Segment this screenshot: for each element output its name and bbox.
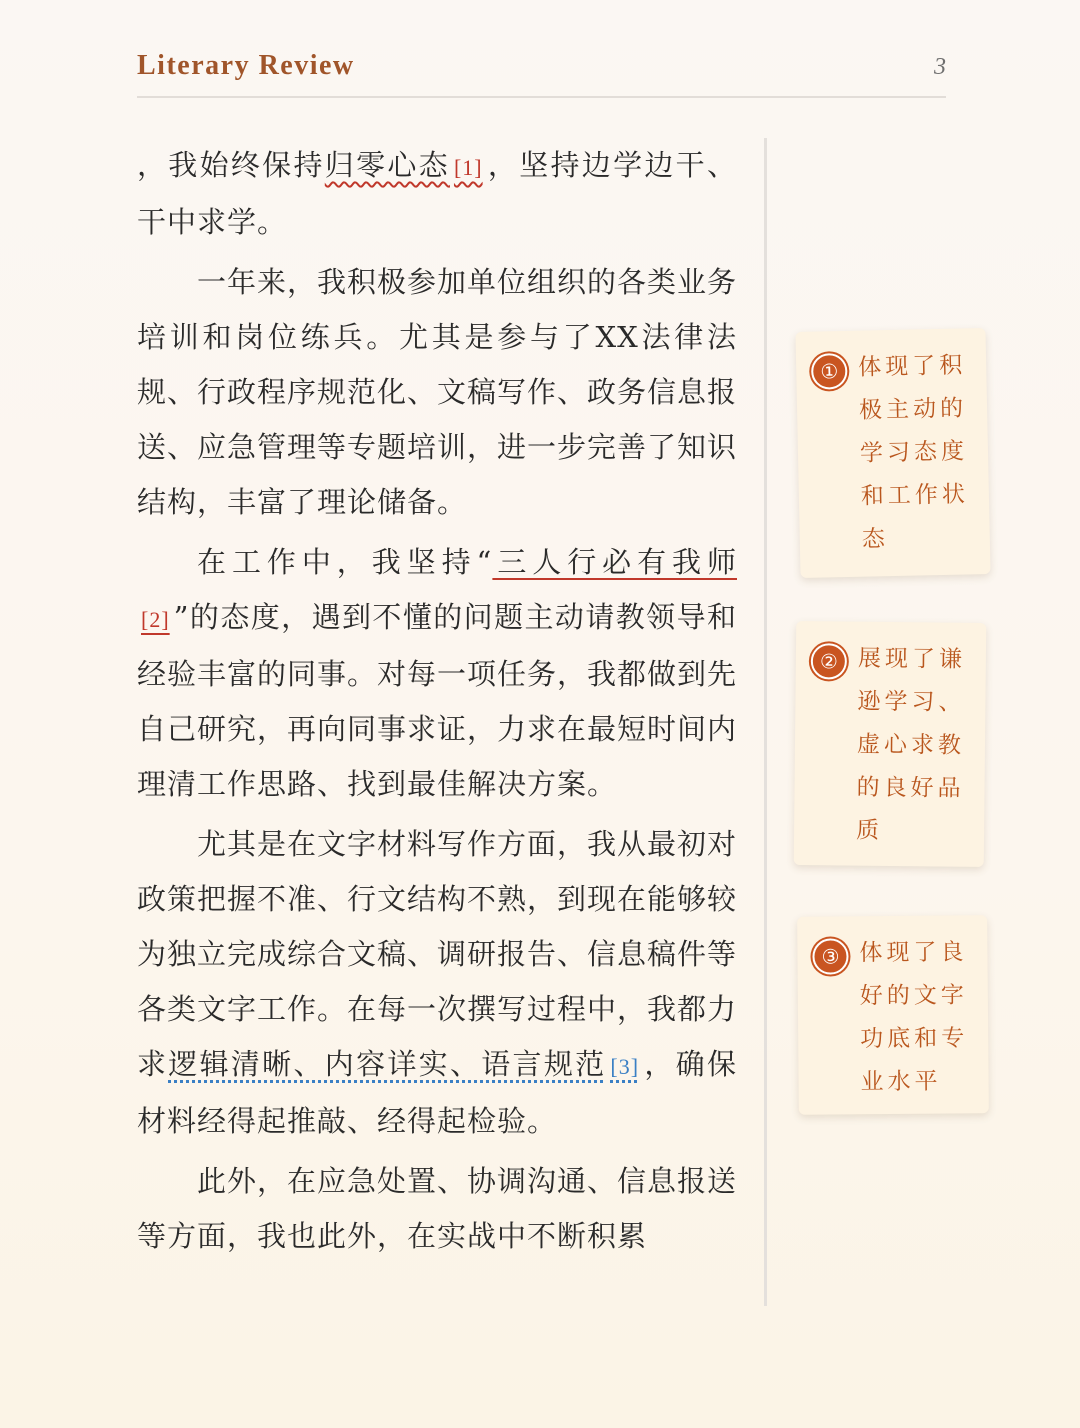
highlight-wavy: [325, 148, 487, 182]
paragraph-2: 一年来，我积极参加单位组织的各类业务培训和岗位练兵。尤其是参与了XX法律法规、行政程序规范化、文稿写作、政务信息报送、应急管理等专题培训，进一步完善了知识结构，丰富了理论储备。: [137, 265, 738, 519]
highlight-text: 归零心态: [324, 148, 450, 182]
text-run: 尤其是在文字材料写作方面，我从最初对政策把握不准、行文结构不熟，到现在能够较为独立完成综合文稿、调研报告、信息稿件等各类文字工作。在每一次撰写过程中，我都力求: [137, 827, 738, 1081]
note-text: 体现了良好的文字功底和专业水平: [859, 939, 969, 1096]
margin-note-3: [797, 915, 989, 1115]
margin-note-2: [794, 621, 987, 867]
paragraph-5: 此外，在应急处置、协调沟通、信息报送等方面，我也此外，在实战中不断积累: [137, 1164, 738, 1253]
highlight-dotted: [168, 1047, 643, 1081]
text-run: ，我始终保持: [137, 148, 325, 182]
paragraph-4: [137, 817, 737, 1149]
text-run: ”的态度，遇到不懂的问题主动请教领导和经验丰富的同事。对每一项任务，我都做到先自己研究，再向同事求证，力求在最短时间内理清工作思路、找到最佳解决方案。: [137, 600, 738, 801]
highlight-text: 三人行必有我师: [492, 545, 737, 579]
note-number-badge: ①: [811, 353, 848, 390]
main-text: [137, 138, 737, 1269]
note-number-badge: ②: [811, 643, 847, 679]
margin-note-1: [795, 328, 990, 578]
footnote-ref-1[interactable]: [1]: [453, 155, 483, 180]
page-number: 3: [934, 54, 946, 80]
footnote-ref-3[interactable]: [3]: [610, 1054, 640, 1079]
text-run: ，确保材料经得起推敲、经得起检验。: [137, 1047, 737, 1138]
page-header: [137, 46, 946, 98]
note-text: 展现了谦逊学习、虚心求教的良好品质: [855, 645, 967, 844]
paragraph-1: [137, 138, 737, 250]
text-run: 在工作中，我坚持“: [197, 545, 493, 579]
margin-divider: [764, 138, 767, 1306]
text-run: ，坚持边学边干、干中求学。: [137, 148, 737, 239]
highlight-text: 逻辑清晰、内容详实、语言规范: [168, 1047, 607, 1081]
journal-title: Literary Review: [137, 50, 355, 81]
note-text: 体现了积极主动的学习态度和工作状态: [857, 352, 970, 553]
footnote-ref-2[interactable]: [2]: [141, 607, 170, 632]
note-number-badge: ③: [812, 938, 848, 974]
paragraph-3: [137, 535, 737, 812]
